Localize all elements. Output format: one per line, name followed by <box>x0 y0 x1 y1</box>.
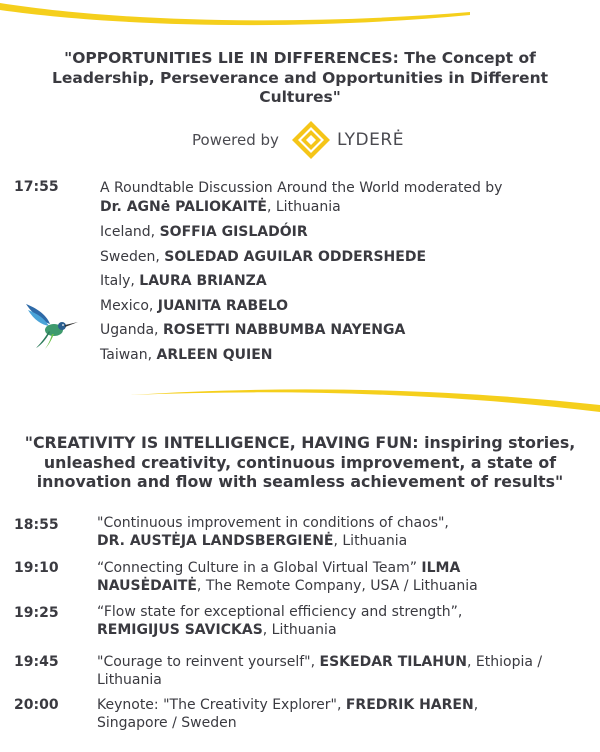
panelist-name: ROSETTI NABBUMBA NAYENGA <box>162 322 406 338</box>
lydere-logo-icon <box>291 120 331 160</box>
time-slot: 17:55 <box>14 179 59 195</box>
panelist <box>100 248 426 266</box>
panelist-name: LAURA BRIANZA <box>139 273 267 289</box>
speaker-affiliation: Lithuania <box>97 672 162 688</box>
panelist-country: Italy, <box>100 273 140 289</box>
talk-title <box>97 559 460 577</box>
panelist-name: SOFFIA GISLADÓIR <box>159 224 308 240</box>
section1-title-line: "OPPORTUNITIES LIE IN DIFFERENCES: The Concept of <box>64 49 536 67</box>
powered-by <box>192 122 404 158</box>
speaker-affiliation: Singapore / Sweden <box>97 715 237 731</box>
speaker-affiliation: , The Remote Company, USA / Lithuania <box>196 578 478 594</box>
talk-title <box>97 696 478 714</box>
panelist-name: SOLEDAD AGUILAR ODDERSHEDE <box>164 249 427 265</box>
top-swoosh <box>0 3 470 25</box>
section2-title-line: innovation and flow with seamless achievement of results" <box>36 472 564 491</box>
time-slot: 19:10 <box>14 560 59 576</box>
panelist <box>100 223 308 241</box>
speaker-name: ESKEDAR TILAHUN <box>319 654 468 670</box>
talk-speaker <box>97 671 162 689</box>
section2-title-line: unleashed creativity, continuous improvement, a state of <box>43 452 557 472</box>
talk-title-text: “Flow state for exceptional efficiency and strength”, <box>97 604 463 620</box>
panelist-name: ARLEEN QUIEN <box>156 347 273 363</box>
talk-title <box>97 653 542 671</box>
speaker-affiliation: , Lithuania <box>333 533 408 549</box>
talk-speaker <box>97 714 237 732</box>
panelist-country: Mexico, <box>100 298 158 314</box>
section2-title-line: "CREATIVITY IS INTELLIGENCE, HAVING FUN: inspiring stories, <box>24 433 576 452</box>
speaker-name: FREDRIK HAREN <box>345 697 474 713</box>
panelist-country: Iceland, <box>100 224 160 240</box>
panelist <box>100 321 405 339</box>
speaker-affiliation: , Ethiopia / <box>467 654 543 670</box>
section1-title <box>20 49 580 108</box>
panelist-country: Sweden, <box>100 249 165 265</box>
roundtable-intro: A Roundtable Discussion Around the World moderated by <box>100 180 503 196</box>
powered-by-label: Powered by <box>192 131 279 149</box>
moderator-country: , Lithuania <box>266 199 341 215</box>
talk-title-text: "Courage to reinvent yourself", <box>97 654 320 670</box>
talk-speaker <box>97 532 407 550</box>
panelist <box>100 346 273 364</box>
speaker-name: REMIGIJUS SAVICKAS <box>97 622 263 638</box>
section1-title-line: Leadership, Perseverance and Opportunities in Different <box>51 68 549 87</box>
talk-title-text: "Continuous improvement in conditions of chaos", <box>97 515 449 531</box>
talk-speaker <box>97 621 337 639</box>
speaker-name: DR. AUSTĖJA LANDSBERGIENĖ <box>97 533 334 549</box>
middle-swoosh <box>130 389 600 412</box>
speaker-affiliation: , Lithuania <box>262 622 337 638</box>
panelist-country: Uganda, <box>100 322 163 338</box>
moderator-line <box>100 198 341 216</box>
talk-title <box>97 514 449 532</box>
panelist <box>100 297 288 315</box>
time-slot: 19:25 <box>14 605 59 621</box>
panelist-country: Taiwan, <box>100 347 157 363</box>
talk-speaker <box>97 577 478 595</box>
brand-name: LYDERĖ <box>336 130 404 150</box>
talk-title <box>97 603 462 621</box>
speaker-name: NAUSĖDAITĖ <box>97 578 197 594</box>
time-slot: 20:00 <box>14 697 59 713</box>
time-slot: 18:55 <box>14 517 59 533</box>
moderator-name: Dr. AGNė PALIOKAITĖ <box>100 199 267 215</box>
speaker-affiliation: , <box>473 697 479 713</box>
panelist <box>100 272 267 290</box>
time-slot: 19:45 <box>14 654 59 670</box>
speaker-name: ILMA <box>421 560 461 576</box>
talk-title-text: “Connecting Culture in a Global Virtual Team” <box>97 560 422 576</box>
section1-title-line: Cultures" <box>259 88 341 106</box>
hummingbird-icon <box>22 300 78 350</box>
talk-title-text: Keynote: "The Creativity Explorer", <box>97 697 346 713</box>
panelist-name: JUANITA RABELO <box>157 298 289 314</box>
section2-title <box>20 433 580 492</box>
